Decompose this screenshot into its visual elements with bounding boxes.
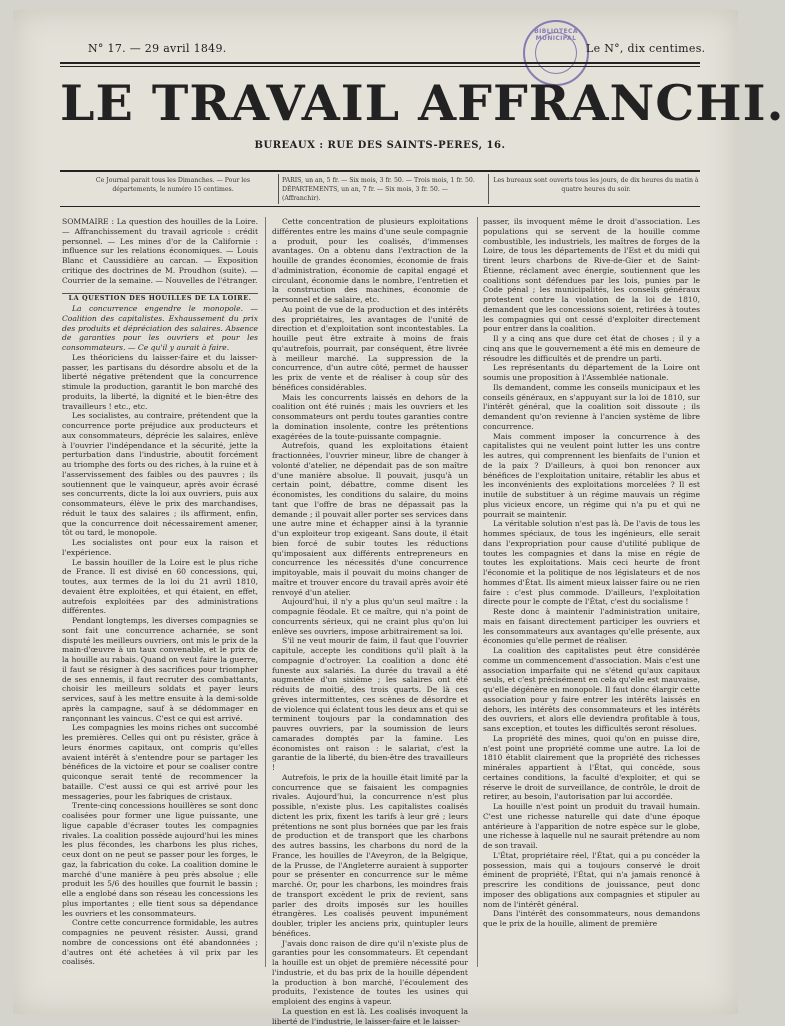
paragraph: J'avais donc raison de dire qu'il n'existe plus de garanties pour les consommateurs. Et cependant la houille est un objet de première nécessité pour l'industrie, et du bas prix de la houille dépendent la production à bon marché, l'écoulement des produits, l'existence de toutes les usines qui emploient des engins à vapeur. xyxy=(272,938,468,1006)
subscription-rates xyxy=(282,176,482,203)
bureaux-address: BUREAUX : RUE DES SAINTS-PERES, 16. xyxy=(254,140,506,151)
masthead-rule-top-thin xyxy=(60,66,700,67)
column-rule-1 xyxy=(265,217,266,967)
paragraph: La propriété des mines, quoi qu'on en puisse dire, n'est point une propriété comme une autre. La loi de 1810 établit clairement que la propriété des richesses minérales appartient à l'État, qui concède, sous certaines conditions, la faculté d'exploiter, et qui se réserve le droit de surveillance, de contrôle, le droit de retirer, au besoin, l'autorisation par lui accordée. xyxy=(483,733,700,802)
article-lead: La concurrence engendre le monopole. — Coalition des capitalistes. Exhaussement du prix des produits et dépréciation des salaires. Absence de garanties pour les ouvriers et pour les consommateurs. — Ce qu'il y aurait à faire. xyxy=(62,304,258,352)
paragraph: La houille n'est point un produit du travail humain. C'est une richesse naturelle qui date d'une époque antérieure à l'apparition de notre espèce sur le globe, une richesse à laquelle nul ne saurait prétendre au nom de son travail. xyxy=(483,802,700,850)
paragraph: La coalition des capitalistes peut être considérée comme un commencement d'association. Mais c'est une association imparfaite qui ne s'étend qu'aux capitaux seuls, et c'est précisément en cela qu'elle est mauvaise, qu'elle dégénère en monopole. Il faut donc élargir cette association pour y faire entrer les intérêts laissés en dehors, les intérêts des consommateurs et les intérêts des ouvriers, et alors elle deviendra profitable à tous, sans exception, et toutes les difficultés seront résolues. xyxy=(483,646,700,733)
paragraph: Dans l'intérêt des consommateurs, nous demandons que le prix de la houille, aliment de première xyxy=(483,909,700,928)
paragraph: Le bassin houiller de la Loire est le plus riche de France. Il est divisé en 60 concessions, qui, toutes, aux termes de la loi du 21 avril 1810, devaient être exploitées, et qui étaient, en effet, autrefois exploitées par des administrations différentes. xyxy=(62,557,258,616)
article-column-1 xyxy=(62,217,258,969)
info-separator-1 xyxy=(278,174,279,204)
paragraph: Trente-cinq concessions houillères se sont donc coalisées pour former une ligue puissante, une ligue capable d'écraser toutes les compagnies rivales. La coalition possède aujourd'hui les mines les plus fécondes, les charbons les plus riches, ceux dont on ne peut se passer pour les forges, le gaz, la fabrication du coke. La coalition domine le marché d'une manière à peu près absolue ; elle produit les 5/6 des houilles que fournit le bassin ; elle a englobé dans son réseau les concessions les plus importantes ; elle tient sous sa dépendance les ouvriers et les consommateurs. xyxy=(62,801,258,918)
publication-info: Ce Journal parait tous les Dimanches. — Pour les départements, le numéro 15 centimes. xyxy=(95,177,251,193)
paragraph: Pendant longtemps, les diverses compagnies se sont fait une concurrence acharnée, se sont disputé les meilleurs ouvriers, ont mis le prix de la main-d'œuvre à un taux convenable, et le prix de la houille au rabais. Quand on veut faire la guerre, il faut se résigner à des sacrifices pour triompher de ses ennemis, il faut recruter des combattants, choisir les meilleurs soldats et payer leurs services, sauf à les mettre ensuite à la demi-solde après la campagne, sauf à se dédommager en rançonnant les vaincus. C'est ce qui est arrivé. xyxy=(62,616,258,723)
paragraph: Les théoriciens du laisser-faire et du laisser-passer, les partisans du désordre absolu et de la liberté négative prétendent que la concurrence stimule la production, garantit le bon marché des produits, la liberté, la dignité et le bien-être des travailleurs ! etc., etc. xyxy=(62,352,258,411)
newspaper-title: LE TRAVAIL AFFRANCHI. xyxy=(60,74,785,132)
paragraph: La question en est là. Les coalisés invoquent la liberté de l'industrie, le laisser-faire et le laisser- xyxy=(272,1006,468,1026)
rates-departements: DÉPARTEMENTS, un an, 7 fr. — Six mois, 3 fr. 50. — (Affranchir). xyxy=(282,186,448,202)
paragraph: Au point de vue de la production et des intérêts des propriétaires, les avantages de l'unité de direction et d'exploitation sont incontestables. La houille peut être extraite à moins de frais qu'autrefois, pourrait, par conséquent, être livrée à meilleur marché. La suppression de la concurrence, d'un autre côté, permet de hausser les prix de vente et de réaliser à coup sûr des bénéfices considérables. xyxy=(272,304,468,392)
paragraph: L'État, propriétaire réel, l'État, qui a pu concéder la possession, mais qui a toujours conservé le droit éminent de propriété, l'État, qui n'a jamais renoncé à prescrire les conditions de jouissance, peut donc imposer des obligations aux compagnies et stipuler au nom de l'intérêt général. xyxy=(483,850,700,909)
article-heading: LA QUESTION DES HOUILLES DE LA LOIRE. xyxy=(68,294,252,303)
paragraph: Mais les concurrents laissés en dehors de la coalition ont été ruinés ; mais les ouvriers et les consommateurs ont perdu toutes garanties contre la domination insolente, contre les prétentions exagérées de la toute-puissante compagnie. xyxy=(272,392,468,441)
paragraph: Autrefois, quand les exploitations étaient fractionnées, l'ouvrier mineur, libre de changer à volonté d'atelier, ne dépendait pas de son maître d'une manière absolue. Il pouvait, jusqu'à un certain point, débattre, comme disent les économistes, les conditions du salaire, du moins tant que l'offre de bras ne dépassait pas la demande ; il pouvait aller porter ses services dans une autre mine et échapper ainsi à la tyrannie d'un exploiteur trop exigeant. Sans doute, il était bien forcé de subir toutes les réductions qu'imposaient aux différents entrepreneurs en concurrence les nécessités d'une concurrence impitoyable, mais il pouvait du moins changer de maître et trouver encore du travail après avoir été renvoyé d'un atelier. xyxy=(272,441,468,597)
paragraph: Ils demandent, comme les conseils municipaux et les conseils généraux, en s'appuyant sur la loi de 1810, sur l'intérêt général, que la coalition soit dissoute ; ils demandent qu'on revienne à l'ancien système de libre concurrence. xyxy=(483,382,700,431)
paragraph: Contre cette concurrence formidable, les autres compagnies ne peuvent résister. Aussi, grand nombre de concessions ont été abandonnées ; d'autres ont été achetées à vil prix par les coalisés. xyxy=(62,918,258,967)
masthead-rule-top xyxy=(60,62,700,64)
info-rule-top xyxy=(60,170,700,172)
issue-number-date: N° 17. — 29 avril 1849. xyxy=(88,42,227,55)
paragraph: S'il ne veut mourir de faim, il faut que l'ouvrier capitule, accepte les conditions qu'il plaît à la compagnie d'octroyer. La coalition a donc été funeste aux salariés. La durée du travail a été augmentée d'un sixième ; les salaires ont été réduits de moitié, des trois quarts. De là ces grèves intermittentes, ces scènes de désordre et de violence qui éclatent tous les deux ans et qui se terminent toujours par la condamnation des pauvres ouvriers, par la soumission de leurs camarades domptés par la famine. Les économistes ont raison : le salariat, c'est la garantie de la liberté, du bien-être des travailleurs ! xyxy=(272,636,468,772)
issue-price: Le N°, dix centimes. xyxy=(586,42,706,55)
paragraph: Il y a cinq ans que dure cet état de choses ; il y a cinq ans que le gouvernement a été mis en demeure de résoudre les difficultés et de prendre un parti. xyxy=(483,334,700,363)
paragraph: Les compagnies les moins riches ont succombé les premières. Celles qui ont pu résister, grâce à leurs énormes capitaux, ont compris qu'elles avaient intérêt à s'entendre pour se partager les bénéfices de la victoire et pour se coaliser contre quiconque serait tenté de recommencer la bataille. C'est aussi ce qui est arrivé pour les messageries, pour les fabriques de cristaux. xyxy=(62,723,258,801)
paragraph: Les représentants du département de la Loire ont soumis une proposition à l'Assemblée nationale. xyxy=(483,363,700,382)
paragraph: Les socialistes ont pour eux la raison et l'expérience. xyxy=(62,538,258,557)
stamp-text: BIBLIOTECA MUNICIPAL xyxy=(534,28,578,42)
info-rule-bottom xyxy=(60,206,700,207)
column-rule-2 xyxy=(477,217,478,967)
paragraph: La véritable solution n'est pas là. De l'avis de tous les hommes spéciaux, de tous les ingénieurs, elle serait dans l'expropriation pour cause d'utilité publique de toutes les compagnies et dans la mise en régie de toutes les exploitations. Mais ceci heurte de front l'économie et la politique de nos législateurs et de nos hommes d'État. Ils aiment mieux laisser faire ou ne rien faire : c'est plus commode. D'ailleurs, l'exploitation directe pour le compte de l'État, c'est du socialisme ! xyxy=(483,519,700,607)
office-hours: Les bureaux sont ouverts tous les jours, de dix heures du matin à quatre heures du soir. xyxy=(493,177,699,193)
rates-paris: PARIS, un an, 5 fr. — Six mois, 3 fr. 50. — Trois mois, 1 fr. 50. xyxy=(282,177,475,184)
article-column-3 xyxy=(483,217,700,969)
article-column-2 xyxy=(272,217,468,1026)
paragraph: Les socialistes, au contraire, prétendent que la concurrence porte préjudice aux producteurs et aux consommateurs, déprécie les salaires, enlève à l'ouvrier l'indépendance et la sécurité, jette la perturbation dans l'industrie, aboutit forcément au triomphe des forts ou des riches, à la ruine et à l'asservissement des faibles ou des pauvres ; ils soutiennent que le vainqueur, après avoir écrasé ses concurrents, dicte la loi aux ouvriers, puis aux consommateurs, élève le prix des marchandises, réduit le taux des salaires ; ils affirment, enfin, que la concurrence doit nécessairement amener, tôt ou tard, le monopole. xyxy=(62,411,258,538)
paragraph: Reste donc à maintenir l'administration unitaire, mais en faisant directement participer les ouvriers et les consommateurs aux avantages qu'elle présente, aux économies qu'elle permet de réaliser. xyxy=(483,607,700,646)
info-separator-2 xyxy=(488,174,489,204)
paragraph: Aujourd'hui, il n'y a plus qu'un seul maître : la compagnie féodale. Et ce maître, qui n'a point de concurrents sérieux, qui ne craint plus qu'on lui enlève ses ouvriers, impose arbitrairement sa loi. xyxy=(272,597,468,636)
summary: SOMMAIRE : La question des houilles de la Loire. — Affranchissement du travail agricole : crédit personnel. — Les mines d'or de la Californie : influence sur les relations économiques. — Louis Blanc et Caussidière au carcan. — Exposition critique des doctrines de M. Proudhon (suite). — Courrier de la semaine. — Nouvelles de l'étranger. xyxy=(62,217,258,285)
paragraph: Cette concentration de plusieurs exploitations différentes entre les mains d'une seule compagnie a produit, pour les coalisés, d'immenses avantages. On a obtenu dans l'extraction de la houille de grandes économies, économie de frais d'administration, économie de capital engagé et circulant, économie dans le nombre, l'entretien et la construction des machines, économie de personnel et de salaire, etc. xyxy=(272,217,468,304)
paragraph: Autrefois, le prix de la houille était limité par la concurrence que se faisaient les compagnies rivales. Aujourd'hui, la concurrence n'est plus possible, n'existe plus. Les capitalistes coalisés dictent les prix, fixent les tarifs à leur gré ; leurs prétentions ne sont plus bornées que par les frais de production et de transport que les charbons des autres bassins, les charbons du nord de la France, les houilles de l'Aveyron, de la Belgique, de la Prusse, de l'Angleterre auraient à supporter pour se présenter en concurrence sur le même marché. Or, pour les charbons, les moindres frais de transport excèdent le prix de revient, sans parler des droits imposés sur les houilles étrangères. Les coalisés peuvent impunément doubler, tripler les anciens prix, quintupler leurs bénéfices. xyxy=(272,772,468,938)
paragraph: Mais comment imposer la concurrence à des capitalistes qui ne veulent point lutter les uns contre les autres, qui comprennent les bienfaits de l'union et de la paix ? D'ailleurs, à quoi bon renoncer aux bénéfices de l'exploitation unitaire, rétablir les abus et les inconvénients des exploitations morcelées ? Il est inutile de substituer à un régime mauvais un régime plus vicieux encore, un régime qui n'a pu et qui ne pourrait se maintenir. xyxy=(483,431,700,519)
paragraph: passer, ils invoquent même le droit d'association. Les populations qui se servent de la houille comme combustible, les industriels, les maîtres de forges de la Loire, de tous les départements de l'Est et du midi qui tirent leurs charbons de Rive-de-Gier et de Saint-Étienne, réclament avec énergie, soutiennent que les coalitions sont défendues par les lois, punies par le Code pénal ; les municipalités, les conseils généraux protestent contre la violation de la loi de 1810, demandent que les concessions soient, retirées à toutes les compagnies qui ont cessé d'exploiter directement pour entrer dans la coalition. xyxy=(483,217,700,334)
